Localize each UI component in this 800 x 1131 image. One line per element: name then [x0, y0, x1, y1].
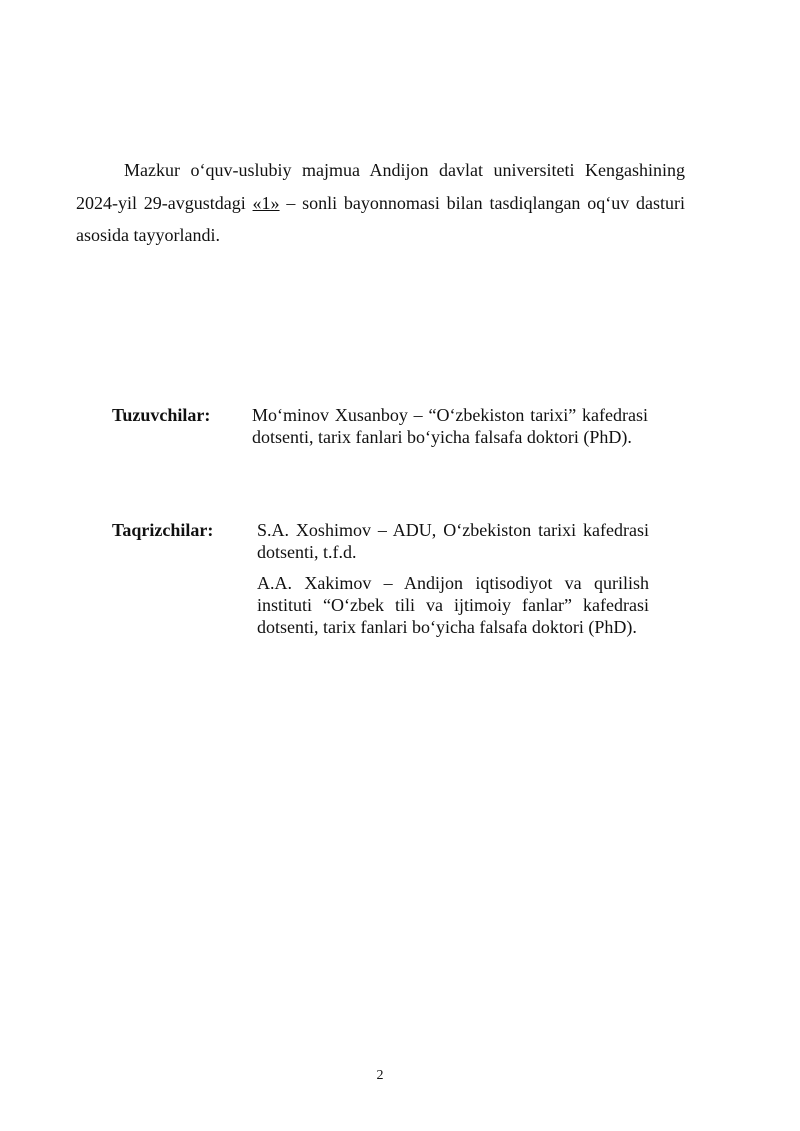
intro-text-start: Mazkur o‘quv-uslubiy majmua Andijon davlat universiteti Kengashining 2024-yil 29-avgustdagi [76, 160, 685, 213]
reviewers-label: Taqrizchilar: [112, 520, 214, 540]
reviewer-1: S.A. Xoshimov – ADU, O‘zbekiston tarixi kafedrasi dotsenti, t.f.d. [257, 520, 649, 562]
intro-text-end: – sonli bayonnomasi bilan tasdiqlangan oq‘uv dasturi asosida tayyorlandi. [76, 192, 685, 245]
intro-paragraph [76, 154, 685, 252]
compiler-description: Mo‘minov Xusanboy – “O‘zbekiston tarixi” kafedrasi dotsenti, tarix fanlari bo‘yicha falsafa doktori (PhD). [252, 405, 648, 447]
compilers-label: Tuzuvchilar: [112, 405, 211, 425]
reviewer-2: A.A. Xakimov – Andijon iqtisodiyot va qurilish instituti “O‘zbek tili va ijtimoiy fanlar” kafedrasi dotsenti, tarix fanlari bo‘yicha falsafa doktori (PhD). [257, 573, 649, 637]
protocol-number: «1» [252, 192, 280, 213]
page-number: 2 [376, 1068, 384, 1083]
